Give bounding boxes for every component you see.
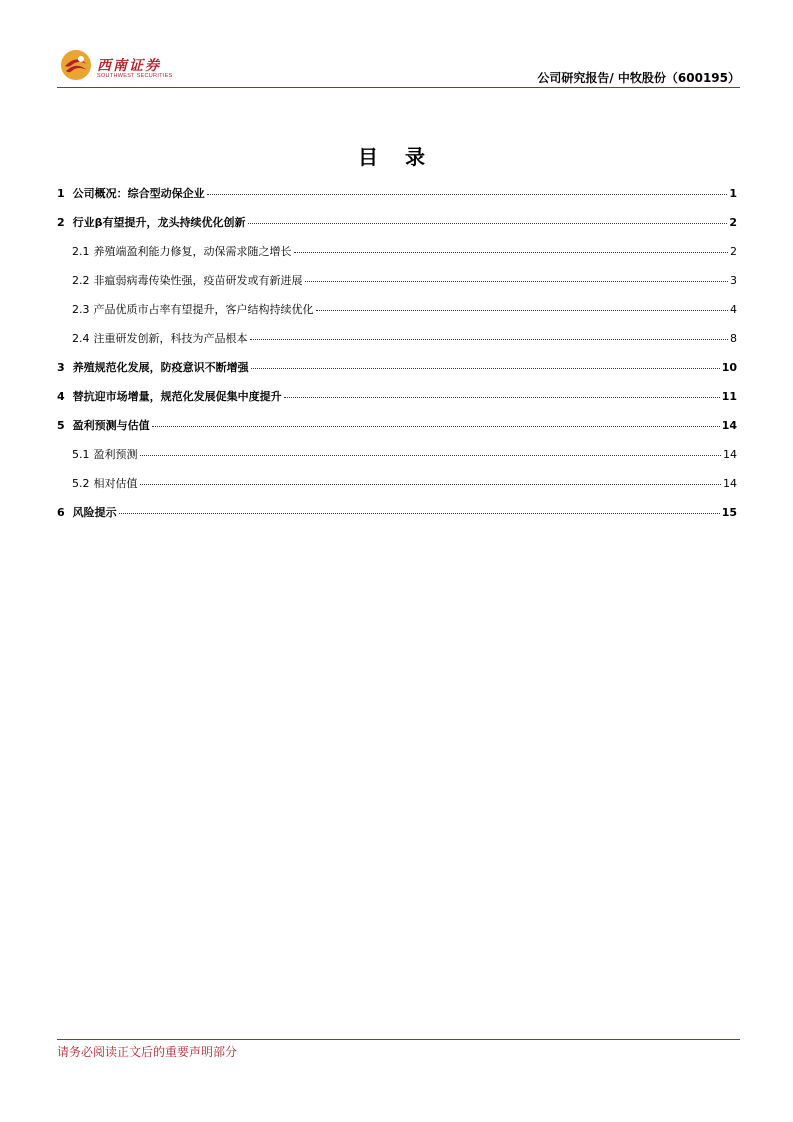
toc-entry[interactable] xyxy=(57,243,737,272)
toc-entry-number: 2.2 xyxy=(72,274,90,287)
toc-entry[interactable] xyxy=(57,214,737,243)
toc-leader-dots xyxy=(207,194,728,195)
logo-text-en: SOUTHWEST SECURITIES xyxy=(97,73,173,79)
toc-entry-title: 产品优质市占率有望提升，客户结构持续优化 xyxy=(93,303,314,316)
page-header xyxy=(57,46,740,88)
toc-entry-title: 风险提示 xyxy=(72,506,117,519)
toc-entry-number: 1 xyxy=(57,187,65,200)
toc-leader-dots xyxy=(140,455,722,456)
toc-entry-page: 10 xyxy=(721,361,737,374)
toc-entry-number: 4 xyxy=(57,390,65,403)
toc-entry[interactable] xyxy=(57,446,737,475)
header-divider xyxy=(57,87,740,88)
toc-title: 目 录 xyxy=(358,145,435,169)
toc-leader-dots xyxy=(251,368,720,369)
toc-entry-title: 养殖规范化发展，防疫意识不断增强 xyxy=(72,361,249,374)
toc-entry-page: 4 xyxy=(730,303,737,316)
toc-entry[interactable] xyxy=(57,388,737,417)
toc-entry-number: 5.1 xyxy=(72,448,90,461)
toc-entry-number: 3 xyxy=(57,361,65,374)
toc-entry-number: 2.4 xyxy=(72,332,90,345)
toc-entry-number: 2.3 xyxy=(72,303,90,316)
toc-leader-dots xyxy=(250,339,729,340)
toc-entry-page: 8 xyxy=(730,332,737,345)
toc-entry[interactable] xyxy=(57,330,737,359)
toc-leader-dots xyxy=(119,513,720,514)
toc-leader-dots xyxy=(294,252,729,253)
footer-divider xyxy=(57,1039,740,1040)
toc-entry-number: 5 xyxy=(57,419,65,432)
toc-entry-page: 15 xyxy=(721,506,737,519)
logo-text-cn: 西南证券 xyxy=(97,58,161,74)
toc-entry-title: 非瘟弱病毒传染性强，疫苗研发或有新进展 xyxy=(93,274,303,287)
toc-entry-title: 注重研发创新，科技为产品根本 xyxy=(93,332,248,345)
toc-entry-number: 2 xyxy=(57,216,65,229)
toc-entry[interactable] xyxy=(57,359,737,388)
toc-entry-page: 2 xyxy=(729,216,737,229)
toc-entry[interactable] xyxy=(57,475,737,504)
toc-leader-dots xyxy=(305,281,729,282)
toc-entry[interactable] xyxy=(57,185,737,214)
toc-entry-page: 14 xyxy=(723,477,737,490)
toc-entry[interactable] xyxy=(57,504,737,533)
toc-entry[interactable] xyxy=(57,301,737,330)
toc-entry-page: 11 xyxy=(721,390,737,403)
toc-entry-title: 盈利预测 xyxy=(93,448,138,461)
toc-entry[interactable] xyxy=(57,417,737,446)
toc-leader-dots xyxy=(140,484,722,485)
toc-leader-dots xyxy=(248,223,728,224)
toc-entry-title: 替抗迎市场增量，规范化发展促集中度提升 xyxy=(72,390,282,403)
logo-emblem-icon xyxy=(59,48,93,82)
toc-leader-dots xyxy=(152,426,720,427)
toc-entry-title: 行业β有望提升，龙头持续优化创新 xyxy=(72,216,246,229)
toc-leader-dots xyxy=(316,310,729,311)
toc-entry-page: 14 xyxy=(721,419,737,432)
footer-notice: 请务必阅读正文后的重要声明部分 xyxy=(57,1045,238,1059)
company-logo xyxy=(57,46,217,88)
toc-entry-title: 盈利预测与估值 xyxy=(72,419,150,432)
report-label: 公司研究报告/ 中牧股份（600195） xyxy=(537,71,740,85)
toc-leader-dots xyxy=(284,397,720,398)
toc-entry-number: 6 xyxy=(57,506,65,519)
toc-entry-title: 相对估值 xyxy=(93,477,138,490)
toc-entry-number: 5.2 xyxy=(72,477,90,490)
toc-entry-number: 2.1 xyxy=(72,245,90,258)
toc-entry-page: 14 xyxy=(723,448,737,461)
table-of-contents xyxy=(57,185,737,533)
toc-entry-title: 公司概况：综合型动保企业 xyxy=(72,187,205,200)
toc-entry-title: 养殖端盈利能力修复，动保需求随之增长 xyxy=(93,245,292,258)
toc-entry[interactable] xyxy=(57,272,737,301)
toc-entry-page: 1 xyxy=(729,187,737,200)
toc-entry-page: 3 xyxy=(730,274,737,287)
toc-entry-page: 2 xyxy=(730,245,737,258)
